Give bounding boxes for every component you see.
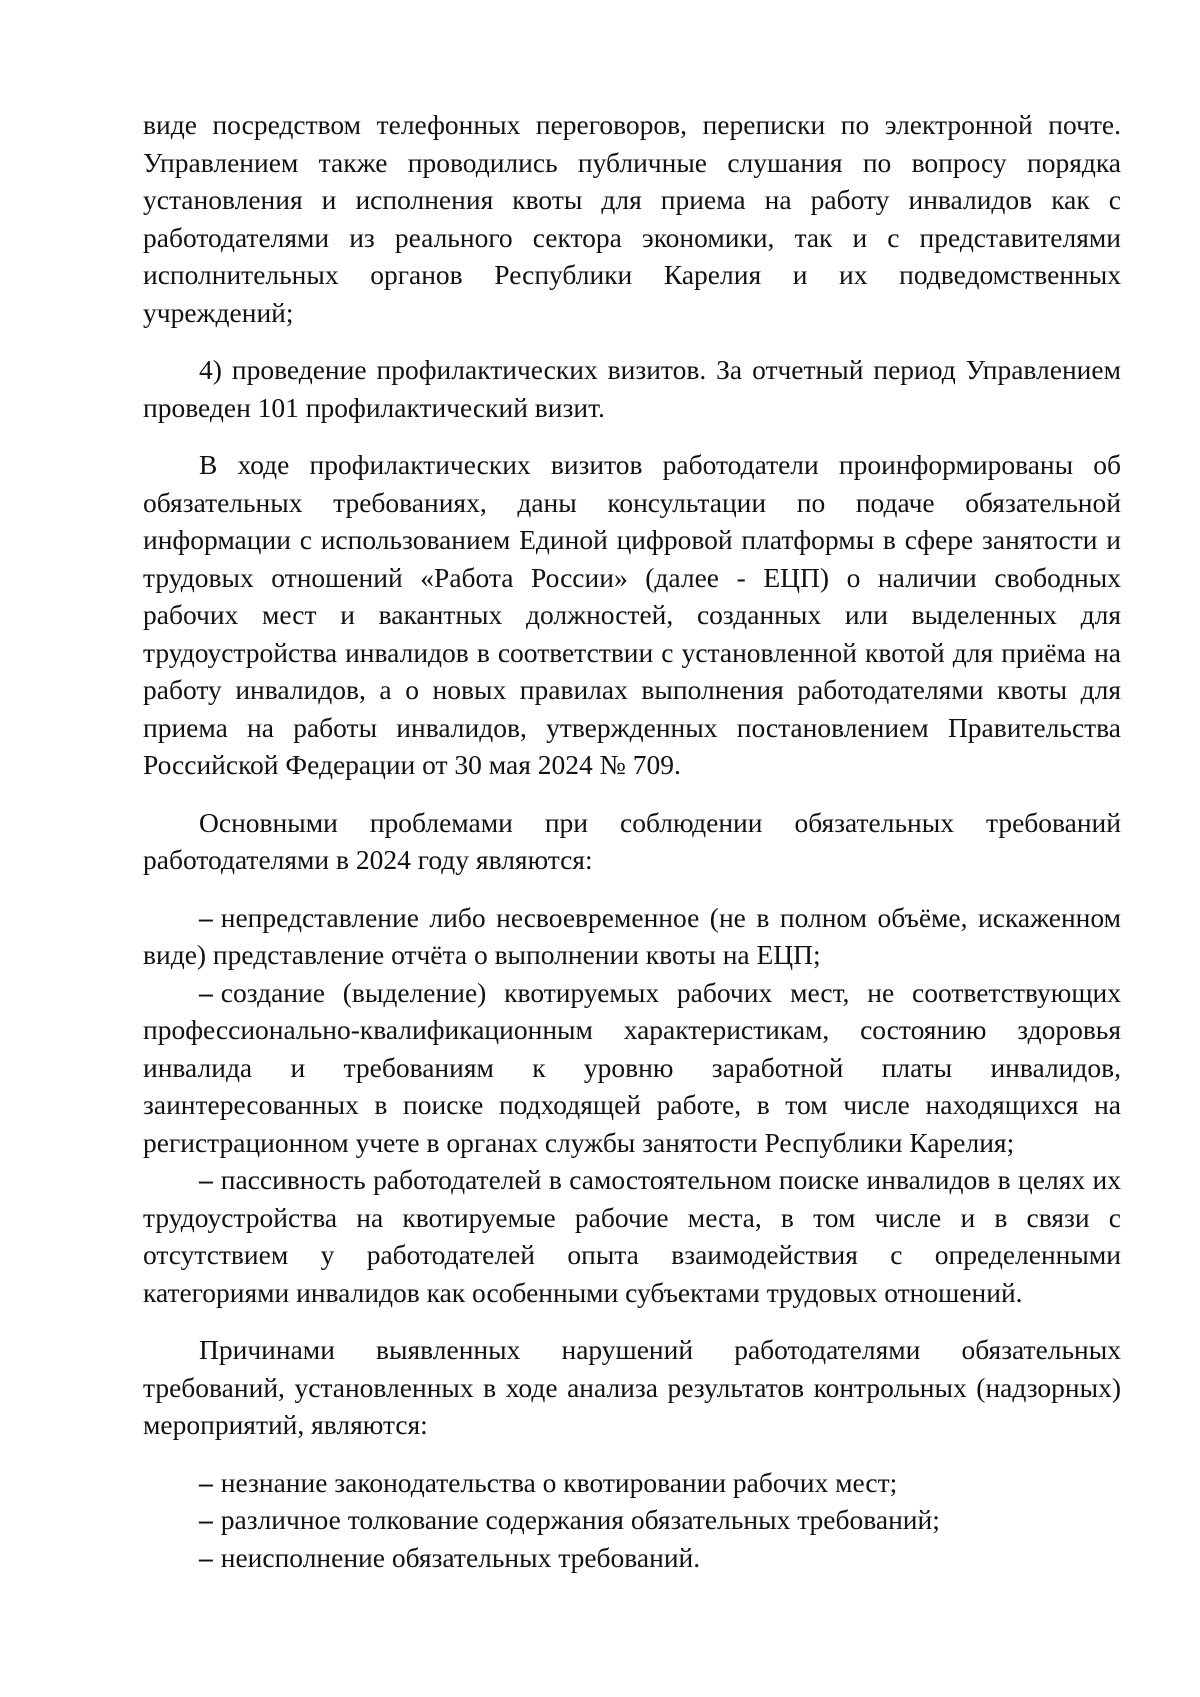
dash-marker: – xyxy=(199,1164,213,1195)
cause-item: – различное толкование содержания обязательных требований; xyxy=(199,1504,940,1535)
cause-item: – незнание законодательства о квотировании рабочих мест; xyxy=(199,1466,898,1498)
dash-marker: – xyxy=(199,1466,213,1498)
dash-marker: – xyxy=(199,1541,213,1573)
paragraph-visit-results: В ходе профилактических визитов работодатели проинформированы об обязательных требованиях, даны консультации по подаче обязательной информации с использованием Единой цифровой платформы в сфере занятости и трудовых отношений «Работа России» (далее - ЕЦП) о наличии свободных рабочих мест и вакантных должностей, созданных или выделенных для трудоустройства инвалидов в соответствии с установленной квотой для приёма на работу инвалидов, а о новых правилах выполнения работодателями квоты для приема на работы инвалидов, утвержденных постановлением Правительства Российской Федерации от 30 мая 2024 № 709. xyxy=(143,449,1121,780)
dash-marker: – xyxy=(199,1504,213,1535)
problem-item: – пассивность работодателей в самостоятельном поиске инвалидов в целях их трудоустройства на квотируемые рабочие места, в том числе и в связи с отсутствием у работодателей опыта взаимодействия с определенными категориями инвалидов как особенными субъектами трудовых отношений. xyxy=(143,1164,1121,1308)
dash-marker: – xyxy=(199,901,213,933)
paragraph-preventive-visits: 4) проведение профилактических визитов. За отчетный период Управлением проведен 101 профилактический визит. xyxy=(143,354,1121,423)
causes-list xyxy=(143,1464,1121,1577)
document-body xyxy=(143,106,1121,1576)
paragraph-main-problems-intro: Основными проблемами при соблюдении обязательных требований работодателями в 2024 году являются: xyxy=(143,806,1121,875)
problem-item: – создание (выделение) квотируемых рабочих мест, не соответствующих профессионально-квалификационным характеристикам, состоянию здоровья инвалида и требованиям к уровню заработной платы инвалидов, заинтересованных в поиске подходящей работе, в том числе находящихся на регистрационном учете в органах службы занятости Республики Карелия; xyxy=(143,976,1121,1158)
problems-list xyxy=(143,899,1121,1312)
paragraph-violation-causes-intro: Причинами выявленных нарушений работодателями обязательных требований, установленных в ходе анализа результатов контрольных (надзорных) мероприятий, являются: xyxy=(143,1334,1121,1440)
problem-item: – непредставление либо несвоевременное (не в полном объёме, искаженном виде) представление отчёта о выполнении квоты на ЕЦП; xyxy=(143,901,1121,970)
dash-marker: – xyxy=(199,976,213,1008)
paragraph-consultations-continued: виде посредством телефонных переговоров, переписки по электронной почте. Управлением также проводились публичные слушания по вопросу порядка установления и исполнения квоты для приема на работу инвалидов как с работодателями из реального сектора экономики, так и с представителями исполнительных органов Республики Карелия и их подведомственных учреждений; xyxy=(143,109,1121,328)
cause-item: – неисполнение обязательных требований. xyxy=(199,1541,701,1573)
